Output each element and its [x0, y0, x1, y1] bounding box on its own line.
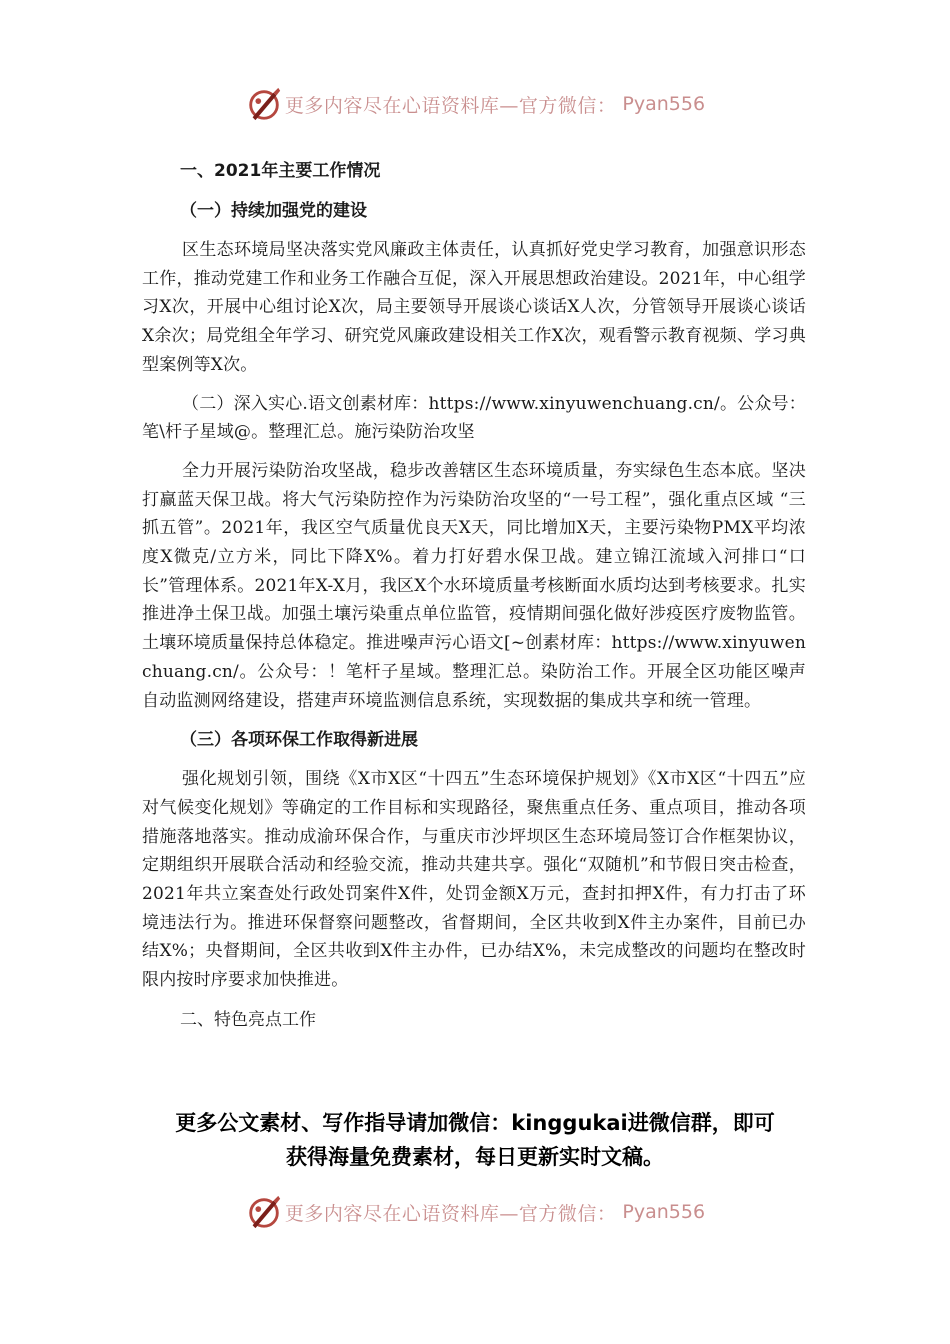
watermark-text: 更多内容尽在心语资料库—官方微信：	[284, 1202, 617, 1225]
watermark-wechat-id: Pyan556	[622, 93, 706, 115]
section-2-heading: 二、特色亮点工作	[180, 1009, 316, 1030]
promo-line-1: 更多公文素材、写作指导请加微信：kinggukai进微信群，即可	[175, 1111, 775, 1135]
subsection-3-heading: （三）各项环保工作取得新进展	[180, 730, 418, 751]
subsection-2-paragraph: 全力开展污染防治攻坚战，稳步改善辖区生态环境质量，夯实绿色生态本底。坚决打赢蓝天保卫战。将大气污染防控作为污染防治攻坚的“一号工程”，强化重点区域 “三抓五管”。2021年，我区空气质量优良天X天，同比增加X天，主要污染物PMX平均浓度X微克/立方米，同比下降X%。着力打好碧水保卫战。建立锦江流域入河排口“口长”管理体系。2021年X-X月，我区X个水环境质量考核断面水质均达到考核要求。扎实推进净土保卫战。加强土壤污染重点单位监管，疫情期间强化做好涉疫医疗废物监管。土壤环境质量保持总体稳定。推进噪声污心语文[~创素材库：https://www.xinyuwenchuang.cn/。公众号：！笔杆子星域。整理汇总。染防治工作。开展全区功能区噪声自动监测网络建设，搭建声环境监测信息系统，实现数据的集成共享和统一管理。	[142, 460, 806, 711]
subsection-3-paragraph: 强化规划引领，围绕《X市X区“十四五”生态环境保护规划》《X市X区“十四五”应对气候变化规划》等确定的工作目标和实现路径，聚焦重点任务、重点项目，推动各项措施落地落实。推动成渝环保合作，与重庆市沙坪坝区生态环境局签订合作框架协议，定期组织开展联合活动和经验交流，推动共建共享。强化“双随机”和节假日突击检查，2021年共立案查处行政处罚案件X件，处罚金额X万元，查封扣押X件，有力打击了环境违法行为。推进环保督察问题整改，省督期间，全区共收到X件主办案件，目前已办结X%；央督期间，全区共收到X件主办件，已办结X%，未完成整改的问题均在整改时限内按时序要求加快推进。	[142, 769, 806, 991]
header-watermark-banner	[0, 84, 950, 124]
promo-line-2: 获得海量免费素材，每日更新实时文稿。	[286, 1145, 664, 1169]
subsection-2-heading: （二）深入实心.语文创素材库：https://www.xinyuwenchuang.cn/。公众号：笔\杆子星域@。整理汇总。施污染防治攻坚	[142, 393, 806, 443]
footer-watermark-banner	[0, 1192, 950, 1232]
section-1-heading: 一、2021年主要工作情况	[180, 161, 381, 181]
subsection-1-paragraph: 区生态环境局坚决落实党风廉政主体责任，认真抓好党史学习教育，加强意识形态工作，推动党建工作和业务工作融合互促，深入开展思想政治建设。2021年，中心组学习X次，开展中心组讨论X次，局主要领导开展谈心谈话X人次，分管领导开展谈心谈话X余次；局党组全年学习、研究党风廉政建设相关工作X次，观看警示教育视频、学习典型案例等X次。	[142, 240, 806, 375]
pen-circle-logo-icon	[245, 85, 283, 123]
watermark-wechat-id: Pyan556	[622, 1201, 706, 1223]
document-body	[142, 156, 806, 1045]
promo-notice	[0, 1106, 950, 1174]
subsection-1-heading: （一）持续加强党的建设	[180, 201, 367, 221]
watermark-text: 更多内容尽在心语资料库—官方微信：	[284, 94, 617, 117]
pen-circle-logo-icon	[245, 1193, 283, 1231]
